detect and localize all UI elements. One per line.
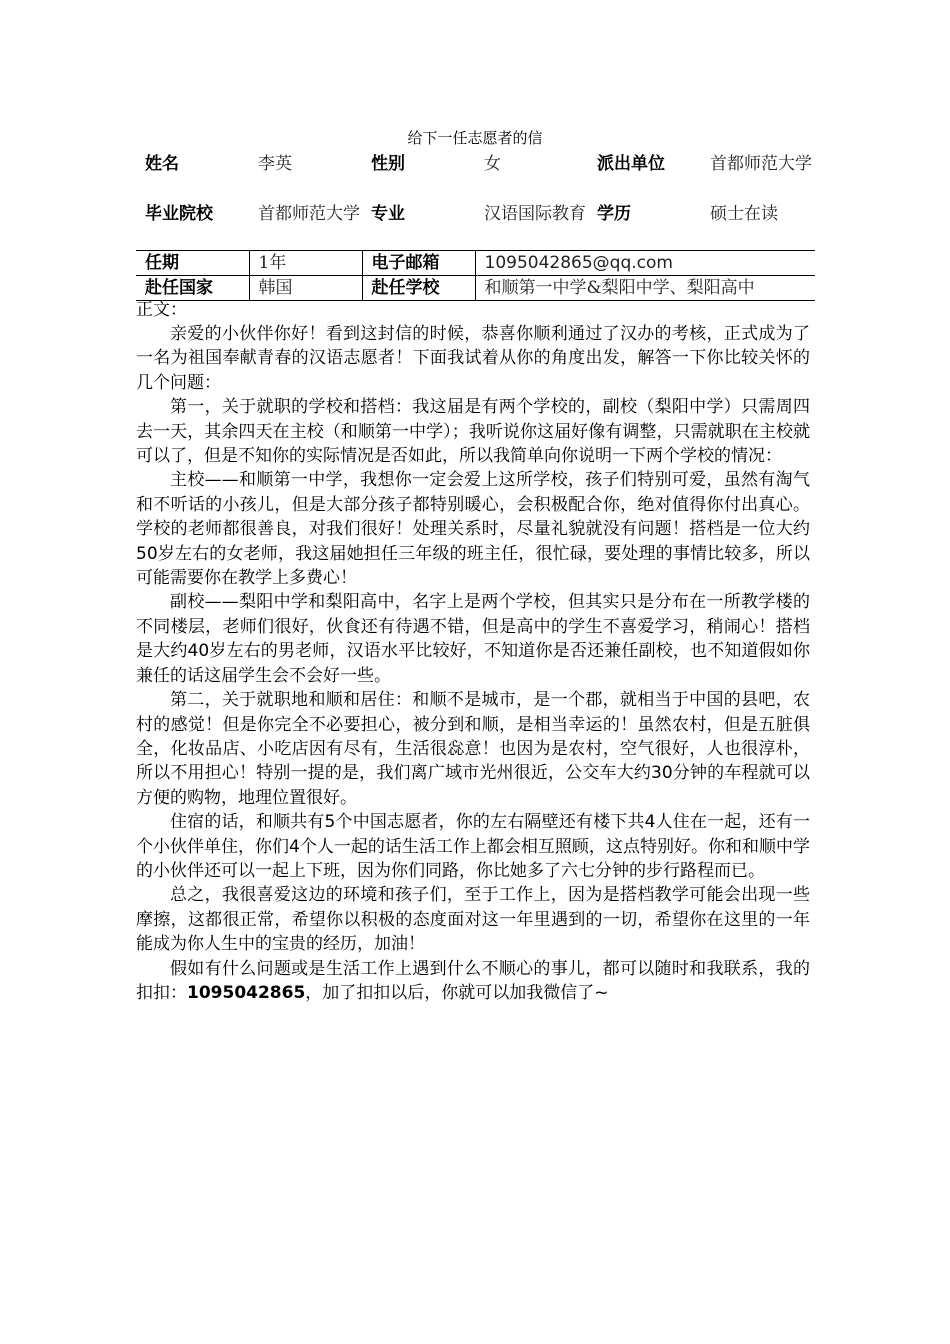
major-label: 专业 [371,204,405,224]
unit-label: 派出单位 [597,154,665,174]
paragraph: 亲爱的小伙伴你好！看到这封信的时候，恭喜你顺利通过了汉办的考核，正式成为了一名为祖国奉献青春的汉语志愿者！下面我试着从你的角度出发，解答一下你比较关怀的几个问题： [136,324,810,393]
unit-value: 首都师范大学 [710,154,812,174]
table-row [136,276,815,301]
paragraph: 总之，我很喜爱这边的环境和孩子们，至于工作上，因为是搭档教学可能会出现一些摩擦，这都很正常，希望你以积极的态度面对这一年里遇到的一切，希望你在这里的一年能成为你人生中的宝贵的经历，加油！ [136,885,810,955]
gender-label: 性别 [371,154,405,174]
paragraph: 主校——和顺第一中学，我想你一定会爱上这所学校，孩子们特别可爱，虽然有淘气和不听话的小孩儿，但是大部分孩子都特别暖心，会积极配合你，绝对值得你付出真心。学校的老师都很善良，对我们很好！处理关系时，尽量礼貌就没有问题！搭档是一位大约50岁左右的女老师，我这届她担任三年级的班主任，很忙碌，要处理的事情比较多，所以可能需要你在教学上多费心！ [136,470,810,589]
paragraph: 副校——梨阳中学和梨阳高中，名字上是两个学校，但其实只是分布在一所教学楼的不同楼层，老师们很好，伙食还有待遇不错，但是高中的学生不喜爱学习，稍闹心！搭档是大约40岁左右的男老师，汉语水平比较好，不知道你是否还兼任副校，也不知道假如你兼任的话这届学生会不会好一些。 [136,592,810,686]
major-value: 汉语国际教育 [484,204,586,224]
paragraph: 第二，关于就职地和顺和居住：和顺不是城市，是一个郡，就相当于中国的县吧，农村的感觉！但是你完全不必要担心，被分到和顺，是相当幸运的！虽然农村，但是五脏俱全，化妆品店、小吃店因有尽有，生活很惢意！也因为是农村，空气很好，人也很淳朴，所以不用担心！特别一提的是，我们离广域市光州很近，公交车大约30分钟的车程就可以方便的购物，地理位置很好。 [136,690,810,808]
contact-text-end: ，加了扣扣以后，你就可以加我微信了~ [305,982,609,1003]
post-school-label: 赴任学校 [362,276,475,301]
paragraph: 住宿的话，和顺共有5个中国志愿者，你的左右隔壁还有楼下共4人住在一起，还有一个小伙伴单住，你们4个人一起的话生活工作上都会相互照顾，这点特别好。你和和顺中学的小伙伴还可以一起上下班，因为你们同路，你比她多了六七分钟的步行路程而已。 [136,812,810,881]
email-label: 电子邮箱 [362,251,475,276]
name-value: 李英 [258,154,292,174]
volunteer-info-table [136,150,815,301]
contact-text: 假如有什么问题或是生活工作上遇到什么不顺心的事儿，都可以随时和我联系，我的扣扣： [136,958,810,1003]
table-row [136,202,815,251]
school-value: 首都师范大学 [258,204,360,224]
contact-paragraph [136,957,810,1006]
email-value: 1095042865@qq.com [475,251,815,276]
body-label: 正文： [136,300,187,320]
paragraph: 第一，关于就职的学校和搭档：我这届是有两个学校的，副校（梨阳中学）只需周四去一天，其余四天在主校（和顺第一中学）；我听说你这届好像有调整，只需就职在主校就可以了，但是不知你的实际情况是否如此，所以我简单向你说明一下两个学校的情况： [136,397,810,467]
table-row [136,251,815,276]
page-title: 给下一任志愿者的信 [407,129,543,147]
qq-number: 1095042865 [187,982,306,1003]
term-label: 任期 [136,251,249,276]
degree-label: 学历 [597,204,631,224]
school-label: 毕业院校 [145,204,213,224]
country-label: 赴任国家 [136,276,249,301]
country-value: 韩国 [249,276,362,301]
letter-body [136,322,810,1005]
name-label: 姓名 [145,154,179,174]
term-value: 1年 [249,251,362,276]
post-school-value: 和顺第一中学&梨阳中学、梨阳高中 [475,276,815,301]
table-row [136,150,815,202]
degree-value: 硕士在读 [710,204,778,224]
gender-value: 女 [484,154,501,174]
